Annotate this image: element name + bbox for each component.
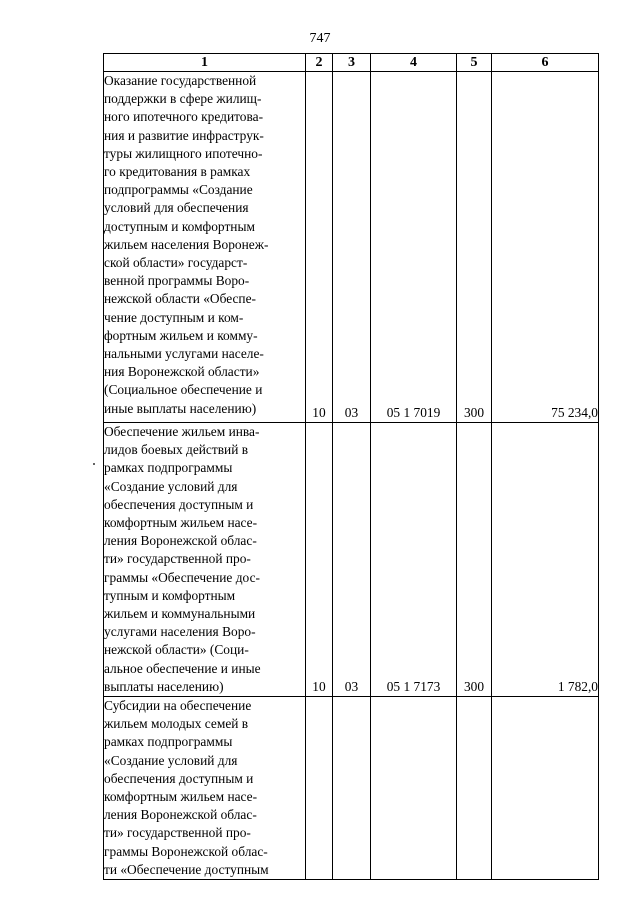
name-line: ления Воронежской облас-: [104, 807, 257, 823]
name-line: Обеспечение жильем инва-: [104, 424, 260, 439]
header-col-1: 1: [104, 54, 306, 72]
table-row: [104, 423, 599, 697]
name-line: чение доступным и ком-: [104, 309, 244, 325]
name-line: фортным жильем и комму-: [104, 327, 258, 343]
name-line: нежской области» (Соци-: [104, 642, 249, 658]
name-line: доступным и комфортным: [104, 218, 255, 234]
target-article-cell: [371, 697, 457, 880]
table-row: [104, 697, 599, 880]
expense-type-cell: 300: [457, 423, 492, 697]
subsection-cell: [333, 697, 371, 880]
header-col-5: 5: [457, 54, 492, 72]
name-line: Субсидии на обеспечение: [104, 698, 252, 714]
name-line: «Создание условий для: [104, 752, 238, 768]
table-row: [104, 72, 599, 423]
name-line: комфортным жильем насе-: [104, 789, 258, 805]
table-header-row: [104, 54, 599, 72]
name-line: жильем населения Воронеж-: [104, 236, 269, 252]
name-line: туры жилищного ипотечно-: [104, 145, 263, 161]
name-line: рамках подпрограммы: [104, 460, 233, 476]
name-line: ской области» государст-: [104, 255, 248, 271]
budget-table: [103, 53, 599, 880]
name-line: обеспечения доступным и: [104, 770, 254, 786]
name-line: условий для обеспечения: [104, 200, 249, 216]
name-line: рамках подпрограммы: [104, 734, 233, 750]
name-line: тупным и комфортным: [104, 587, 236, 603]
target-article-cell: 05 1 7173: [371, 423, 457, 697]
header-col-6: 6: [492, 54, 599, 72]
amount-cell: 1 782,0: [492, 423, 599, 697]
name-line: ния Воронежской области»: [104, 364, 260, 380]
name-line: граммы «Обеспечение дос-: [104, 569, 260, 585]
name-line: ти «Обеспечение доступным: [104, 861, 269, 877]
name-line: «Создание условий для: [104, 478, 238, 494]
expense-type-cell: 300: [457, 72, 492, 423]
subsection-cell: 03: [333, 72, 371, 423]
name-line: (Социальное обеспечение и: [104, 382, 263, 398]
name-line: жильем молодых семей в: [104, 716, 249, 732]
name-line: Оказание государственной: [104, 73, 257, 88]
name-line: ного ипотечного кредитова-: [104, 109, 264, 125]
amount-cell: [492, 697, 599, 880]
expense-type-cell: [457, 697, 492, 880]
row-name: [104, 423, 306, 697]
name-line: нежской области «Обеспе-: [104, 291, 256, 307]
name-line: граммы Воронежской облас-: [104, 843, 268, 859]
name-line: ти» государственной про-: [104, 825, 251, 841]
name-line: комфортным жильем насе-: [104, 515, 258, 531]
name-line: го кредитования в рамках: [104, 164, 251, 180]
name-line: услугами населения Воро-: [104, 624, 256, 640]
row-name: [104, 697, 306, 880]
page-number: 747: [309, 31, 331, 46]
name-line: ти» государственной про-: [104, 551, 251, 567]
name-line: обеспечения доступным и: [104, 496, 254, 512]
name-line: альное обеспечение и иные: [104, 660, 261, 676]
name-line: нальными услугами населе-: [104, 346, 264, 362]
name-line: лидов боевых действий в: [104, 442, 249, 458]
section-cell: [306, 697, 333, 880]
row-name: [104, 72, 306, 423]
name-line: венной программы Воро-: [104, 273, 250, 289]
header-col-4: 4: [371, 54, 457, 72]
scan-speck: [93, 463, 95, 465]
target-article-cell: 05 1 7019: [371, 72, 457, 423]
name-line: иные выплаты населению): [104, 400, 257, 416]
name-line: ления Воронежской облас-: [104, 533, 257, 549]
header-col-3: 3: [333, 54, 371, 72]
name-line: выплаты населению): [104, 678, 224, 694]
section-cell: 10: [306, 423, 333, 697]
amount-cell: 75 234,0: [492, 72, 599, 423]
section-cell: 10: [306, 72, 333, 423]
name-line: жильем и коммунальными: [104, 606, 256, 622]
header-col-2: 2: [306, 54, 333, 72]
subsection-cell: 03: [333, 423, 371, 697]
name-line: подпрограммы «Создание: [104, 182, 253, 198]
name-line: ния и развитие инфраструк-: [104, 127, 264, 143]
name-line: поддержки в сфере жилищ-: [104, 91, 262, 107]
